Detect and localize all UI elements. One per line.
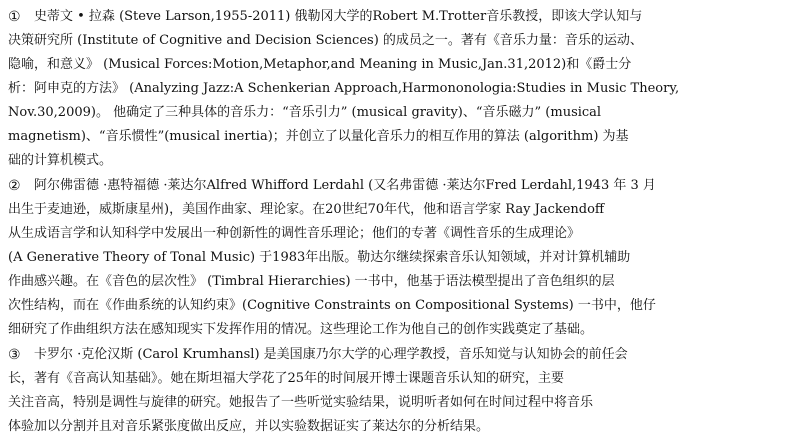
footnote-marker-1: ① <box>8 9 21 25</box>
note-2-line-4: (A Generative Theory of Tonal Music) 于1983年出版。勒达尔继续探索音乐认知领域，并对计算机辅助 <box>8 250 631 265</box>
note-2-line-2: 出生于麦迪逊，威斯康星州)，美国作曲家、理论家。在20世纪70年代，他和语言学家 Ray Jackendoff <box>8 202 605 217</box>
note-3-line-1: 卡罗尔 ·克伦汉斯 (Carol Krumhansl) 是美国康乃尔大学的心理学教授，音乐知觉与认知协会的前任会 <box>34 347 628 362</box>
note-2-line-1: 阿尔佛雷德 ·惠特福德 ·莱达尔Alfred Whifford Lerdahl (又名弗雷德 ·莱达尔Fred Lerdahl,1943 年 3 月 <box>34 178 656 193</box>
note-entry-3 <box>8 343 778 439</box>
footnote-marker-2: ② <box>8 178 21 194</box>
note-1-line-1: 史蒂文 • 拉森 (Steve Larson,1955-2011) 俄勒冈大学的Robert M.Trotter音乐教授，即该大学认知与 <box>34 9 643 24</box>
note-2-line-6: 次性结构，而在《作曲系统的认知约束》(Cognitive Constraints on Compositional Systems) 一书中，他仔 <box>8 298 656 313</box>
note-2-line-5: 作曲感兴趣。在《音色的层次性》 (Timbral Hierarchies) 一书中，他基于语法模型提出了音色组织的层 <box>8 274 615 289</box>
note-1-line-3: 隐喻，和意义》 (Musical Forces:Motion,Metaphor,and Meaning in Music,Jan.31,2012)和《爵士分 <box>8 57 632 72</box>
note-1-line-5: Nov.30,2009)。 他确定了三种具体的音乐力：“音乐引力” (musical gravity)、“音乐磁力” (musical <box>8 105 602 120</box>
footnote-marker-3: ③ <box>8 347 21 363</box>
note-entry-2 <box>8 174 778 342</box>
note-entry-1 <box>8 5 778 173</box>
note-2-line-7: 细研究了作曲组织方法在感知现实下发挥作用的情况。这些理论工作为他自己的创作实践奠定了基础。 <box>8 322 594 337</box>
note-1-line-6: magnetism)、“音乐惯性”(musical inertia)；并创立了以量化音乐力的相互作用的算法 (algorithm) 为基 <box>8 129 629 144</box>
note-1-line-4: 析：阿申克的方法》 (Analyzing Jazz:A Schenkerian Approach,Harmononologia:Studies in Music Theory, <box>8 81 680 96</box>
note-3-line-2: 长，著有《音高认知基础》。她在斯坦福大学花了25年的时间展开博士课题音乐认知的研究，主要 <box>8 371 565 386</box>
note-3-line-4: 体验加以分割并且对音乐紧张度做出反应，并以实验数据证实了莱达尔的分析结果。 <box>8 419 490 434</box>
note-2-line-3: 从生成语言学和认知科学中发展出一种创新性的调性音乐理论；他们的专著《调性音乐的生成理论》 <box>8 226 581 241</box>
note-1-line-2: 决策研究所 (Institute of Cognitive and Decision Sciences) 的成员之一。著有《音乐力量：音乐的运动、 <box>8 33 643 48</box>
note-1-line-7: 础的计算机模式。 <box>8 153 113 168</box>
note-3-line-3: 关注音高，特别是调性与旋律的研究。她报告了一些听觉实验结果，说明听者如何在时间过程中将音乐 <box>8 395 594 410</box>
